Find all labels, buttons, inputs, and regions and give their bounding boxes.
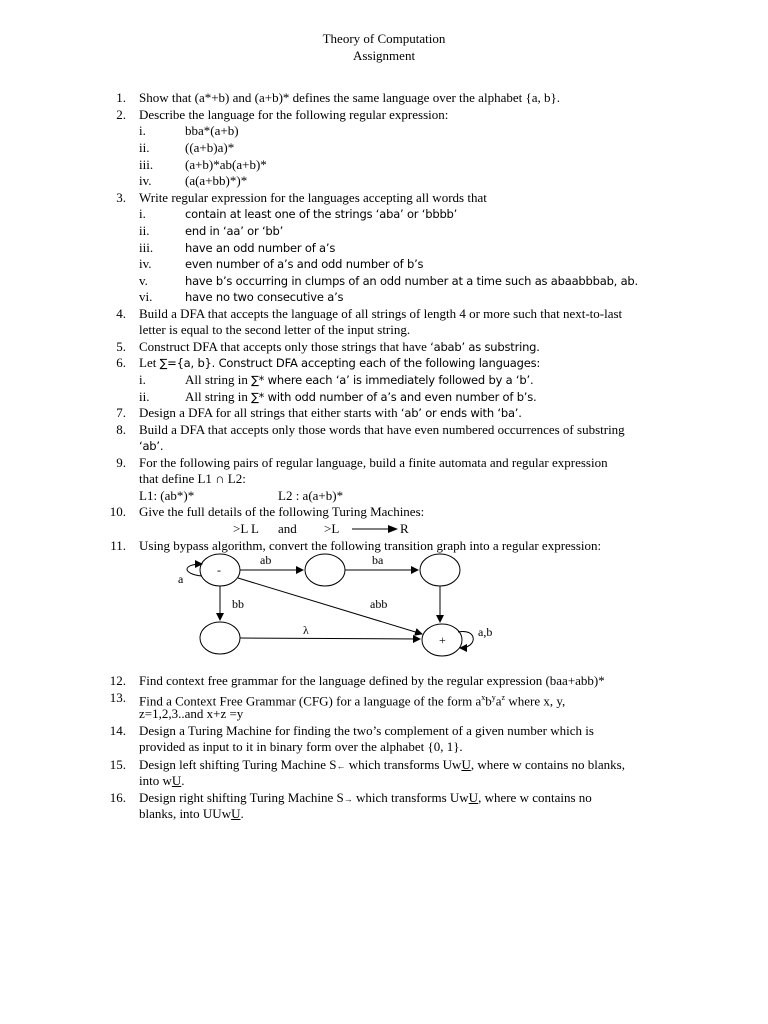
- subitem-number: i.: [139, 372, 146, 387]
- edge-label-s-q3: bb: [232, 597, 244, 611]
- question-number: 10.: [109, 504, 126, 519]
- edge-label-q1-q2: ba: [372, 553, 384, 567]
- subitem-text: end in ‘aa’ or ‘bb’: [185, 224, 284, 238]
- subitem-number: iii.: [139, 240, 154, 255]
- question-text: Find a Context Free Grammar (CFG) for a language of the form $a^xb^ya^z$ where x, y,: [139, 693, 566, 709]
- turing-machine-r: R: [400, 521, 409, 536]
- question-number: 13.: [109, 690, 126, 705]
- document-title: Theory of Computation: [322, 31, 446, 46]
- edge-label-s-final: abb: [370, 597, 388, 611]
- subitem-number: i.: [139, 206, 146, 221]
- subitem-number: v.: [139, 273, 148, 288]
- subitem-number: vi.: [139, 289, 153, 304]
- question-text-cont: into wU.: [139, 773, 185, 788]
- language-l1: L1: (ab*)*: [139, 488, 195, 503]
- question-text-cont: z=1,2,3..and x+z =y: [139, 706, 244, 721]
- subitem-text: have an odd number of a’s: [185, 241, 336, 255]
- subitem-text: even number of a’s and odd number of b’s: [185, 257, 424, 271]
- question-text: Design right shifting Turing Machine S→ which transforms UwU, where w contains no: [139, 790, 592, 805]
- document-subtitle: Assignment: [352, 48, 416, 63]
- edge-label-loop-start: a: [178, 572, 184, 586]
- question-text: For the following pairs of regular language, build a finite automata and regular expression: [139, 455, 608, 470]
- state-q3: [200, 622, 240, 654]
- subitem-text: have no two consecutive a’s: [185, 290, 344, 304]
- question-number: 9.: [116, 455, 126, 470]
- subitem-number: iv.: [139, 256, 152, 271]
- question-text-cont: that define L1 ∩ L2:: [139, 471, 246, 486]
- question-number: 15.: [109, 757, 126, 772]
- subitem-number: iv.: [139, 173, 152, 188]
- question-text: Find context free grammar for the language defined by the regular expression (baa+abb)*: [139, 673, 605, 688]
- question-number: 3.: [116, 190, 126, 205]
- turing-machine-b: >L: [324, 521, 340, 536]
- question-text: Give the full details of the following Turing Machines:: [139, 504, 425, 519]
- question-number: 2.: [116, 107, 126, 122]
- question-text: Write regular expression for the languages accepting all words that: [139, 190, 487, 205]
- subitem-text: All string in ∑* where each ‘a’ is immediately followed by a ‘b’.: [185, 372, 534, 387]
- state-q2: [420, 554, 460, 586]
- state-q1: [305, 554, 345, 586]
- transition-graph: [160, 548, 520, 668]
- question-number: 6.: [116, 355, 126, 370]
- edge-label-loop-final: a,b: [478, 625, 493, 639]
- language-l2: L2 : a(a+b)*: [278, 488, 344, 503]
- subitem-text: (a+b)*ab(a+b)*: [185, 157, 267, 172]
- subitem-number: ii.: [139, 223, 150, 238]
- turing-machine-and: and: [278, 521, 297, 536]
- edge-s-final: [238, 578, 422, 634]
- subitem-text: contain at least one of the strings ‘aba’ or ‘bbbb’: [185, 207, 458, 221]
- question-text-cont: letter is equal to the second letter of the input string.: [139, 322, 411, 337]
- start-state-label: -: [217, 563, 221, 577]
- question-text: Using bypass algorithm, convert the following transition graph into a regular expression:: [139, 538, 602, 553]
- turing-machine-a: >L L: [233, 521, 259, 536]
- question-text: Design a DFA for all strings that either starts with ‘ab’ or ends with ‘ba’.: [139, 405, 522, 420]
- subitem-text: (a(a+bb)*)*: [185, 173, 248, 188]
- edge-label-s-q1: ab: [260, 553, 272, 567]
- subitem-number: iii.: [139, 157, 154, 172]
- question-number: 7.: [116, 405, 126, 420]
- question-text: Show that (a*+b) and (a+b)* defines the same language over the alphabet {a, b}.: [139, 90, 560, 105]
- question-text-cont: ‘ab’.: [139, 439, 164, 453]
- subitem-number: ii.: [139, 140, 150, 155]
- question-number: 8.: [116, 422, 126, 437]
- subitem-number: ii.: [139, 389, 150, 404]
- question-number: 4.: [116, 306, 126, 321]
- question-text: Build a DFA that accepts only those words that have even numbered occurrences of substring: [139, 422, 625, 437]
- edge-q3-final: [240, 638, 420, 639]
- question-text: Let ∑={a, b}. Construct DFA accepting each of the following languages:: [139, 355, 541, 370]
- subitem-text: have b’s occurring in clumps of an odd number at a time such as abaabbbab, ab.: [185, 274, 638, 288]
- subitem-number: i.: [139, 123, 146, 138]
- subitem-text: All string in ∑* with odd number of a’s and even number of b’s.: [185, 389, 537, 404]
- question-number: 11.: [110, 538, 126, 553]
- question-number: 12.: [109, 673, 126, 688]
- question-number: 5.: [116, 339, 126, 354]
- question-text: Design a Turing Machine for finding the two’s complement of a given number which is: [139, 723, 594, 738]
- question-text: Design left shifting Turing Machine S← which transforms UwU, where w contains no blanks,: [139, 757, 625, 772]
- question-text-cont: blanks, into UUwU.: [139, 806, 244, 821]
- question-text: Build a DFA that accepts the language of all strings of length 4 or more such that next-to-last: [139, 306, 623, 321]
- question-number: 16.: [109, 790, 126, 805]
- edge-label-q3-final: λ: [303, 623, 309, 637]
- question-text: Construct DFA that accepts only those strings that have ‘abab’ as substring.: [139, 339, 540, 354]
- arrow-right-icon: [350, 523, 400, 535]
- question-text-cont: provided as input to it in binary form over the alphabet {0, 1}.: [139, 739, 463, 754]
- subitem-text: bba*(a+b): [185, 123, 239, 138]
- question-number: 1.: [116, 90, 126, 105]
- question-number: 14.: [109, 723, 126, 738]
- question-text: Describe the language for the following regular expression:: [139, 107, 449, 122]
- subitem-text: ((a+b)a)*: [185, 140, 235, 155]
- final-state-label: +: [439, 633, 446, 647]
